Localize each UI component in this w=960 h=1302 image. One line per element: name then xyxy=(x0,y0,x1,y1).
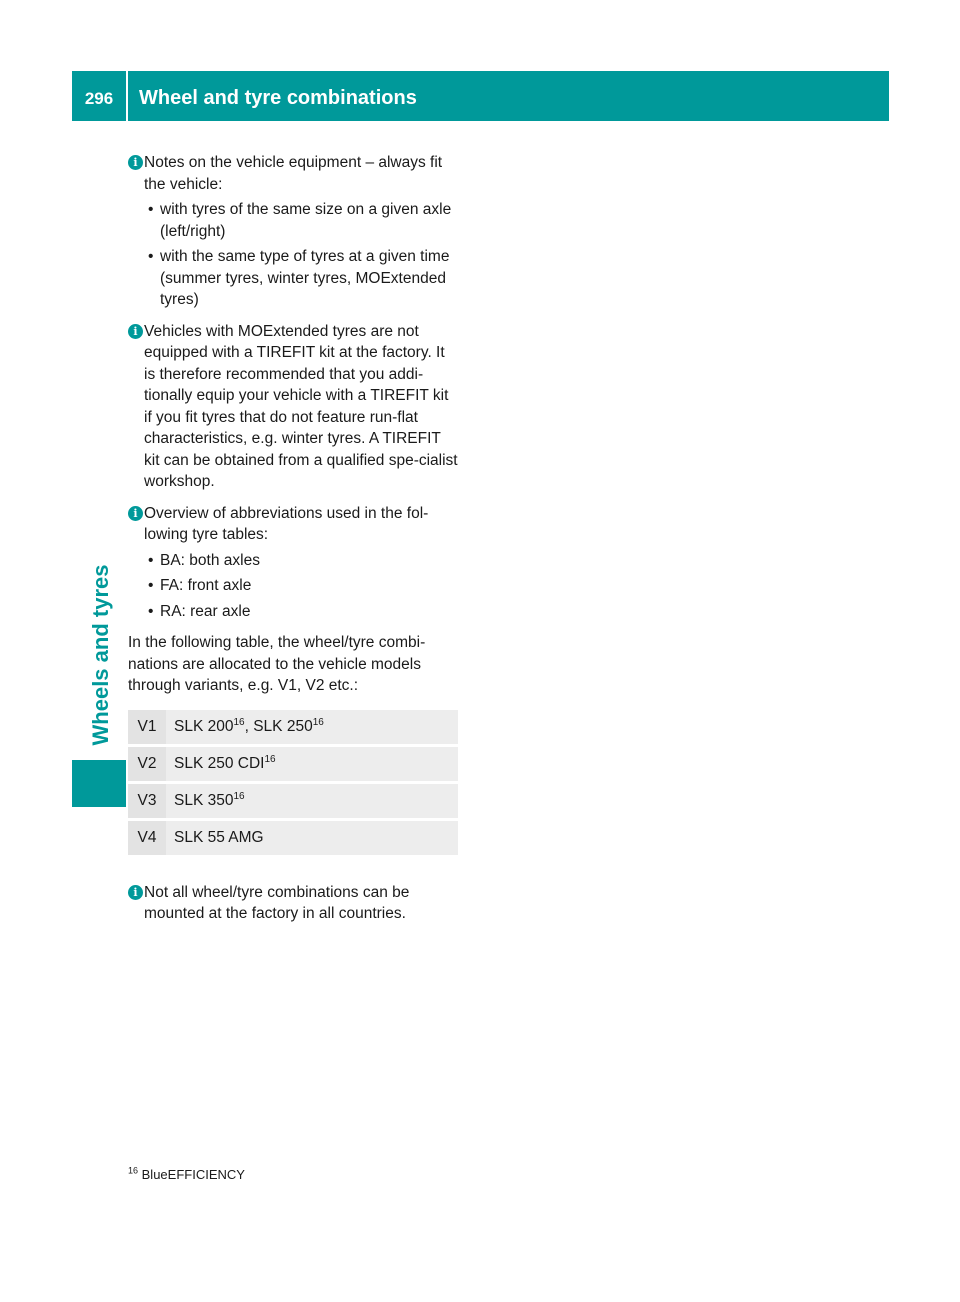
page-title: Wheel and tyre combinations xyxy=(139,87,417,109)
footnote-ref: 16 xyxy=(233,716,245,728)
footnote-ref: 16 xyxy=(264,753,276,765)
variant-code: V2 xyxy=(128,747,166,781)
model-name: SLK 55 AMG xyxy=(174,828,264,846)
note-text: Notes on the vehicle equipment – always fit the vehicle: xyxy=(144,154,443,193)
variant-code: V4 xyxy=(128,821,166,855)
model-name: SLK 250 CDI xyxy=(174,754,265,772)
list-item: • with the same type of tyres at a given time (summer tyres, winter tyres, MOExtended tyres) xyxy=(144,246,460,311)
variant-model xyxy=(166,821,458,855)
note-text: Vehicles with MOExtended tyres are not equipped with a TIREFIT kit at the factory. It is therefore recommended that you addi-tionally equip your vehicle with a TIREFIT kit if you fit tyres that do not feature run-flat characteristics, e.g. winter tyres. A TIREFIT kit can be obtained from a qualified spe-cialist workshop. xyxy=(144,322,458,490)
footnote-ref: 16 xyxy=(312,716,324,728)
info-icon: i xyxy=(128,506,143,521)
model-name: SLK 200 xyxy=(174,717,234,735)
list-item: • RA: rear axle xyxy=(144,601,460,623)
footnote xyxy=(128,1167,245,1182)
info-icon: i xyxy=(128,324,143,339)
variant-code: V1 xyxy=(128,710,166,744)
footnote-ref: 16 xyxy=(233,790,245,802)
intro-paragraph: In the following table, the wheel/tyre combi-nations are allocated to the vehicle models through variants, e.g. V1, V2 etc.: xyxy=(128,634,426,694)
page-header xyxy=(72,71,889,121)
list-item: • with tyres of the same size on a given axle (left/right) xyxy=(144,199,460,242)
info-note xyxy=(128,152,460,311)
section-tab xyxy=(78,560,124,750)
section-tab-label: Wheels and tyres xyxy=(88,564,113,746)
model-name: SLK 350 xyxy=(174,791,234,809)
variant-model xyxy=(166,747,458,781)
note-text: Overview of abbreviations used in the fol-lowing tyre tables: xyxy=(144,504,429,543)
bullet-list xyxy=(144,199,460,311)
model-name: SLK 250 xyxy=(253,717,313,735)
header-divider xyxy=(126,71,128,121)
footnote-text: BlueEFFICIENCY xyxy=(141,1167,245,1182)
variant-table xyxy=(128,707,458,858)
info-note xyxy=(128,503,460,623)
section-tab-block xyxy=(72,760,126,807)
content-column xyxy=(128,152,460,935)
note-text: Not all wheel/tyre combinations can be mounted at the factory in all countries. xyxy=(144,883,410,922)
info-icon: i xyxy=(128,885,143,900)
table-row xyxy=(128,710,458,744)
info-note xyxy=(128,321,460,493)
page-number: 296 xyxy=(84,89,114,108)
bullet-list xyxy=(144,550,460,623)
table-row xyxy=(128,821,458,855)
footnote-number: 16 xyxy=(128,1165,139,1176)
info-note xyxy=(128,882,460,925)
variant-code: V3 xyxy=(128,784,166,818)
variant-model xyxy=(166,710,458,744)
variant-model xyxy=(166,784,458,818)
list-item: • BA: both axles xyxy=(144,550,460,572)
table-row xyxy=(128,747,458,781)
list-item: • FA: front axle xyxy=(144,575,460,597)
model-separator: , xyxy=(244,717,254,735)
info-icon: i xyxy=(128,155,143,170)
table-row xyxy=(128,784,458,818)
